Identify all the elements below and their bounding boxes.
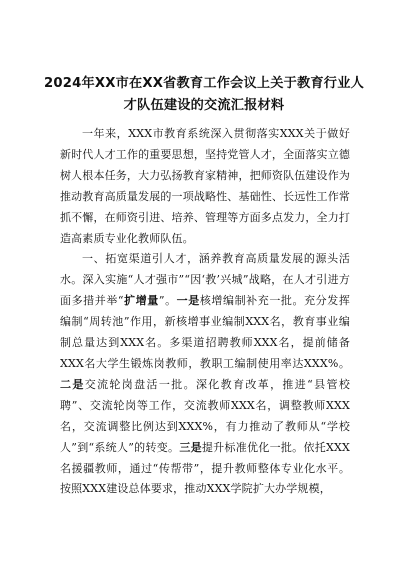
intro-paragraph: 一年来，XXX市教育系统深入贯彻落实XXX关于做好新时代人才工作的重要思想，坚持党管人才，全面落实立德树人根本任务，大力弘扬教育家精神，把师资队伍建设作为推动教育高质量发展的一项战略性、基础性、长远性工作常抓不懈，在师资引进、培养、管理等方面多点发力，全力打造高素质专业化教师队伍。: [60, 127, 350, 245]
document-body: [60, 124, 350, 500]
point-1-text: 充分发挥编制“周转池”作用，新核增事业编制XXX名，教育事业编制总量达到XXX名。多渠道招聘教师XXX名，提前储备XXX名大学生锻炼岗教师，教职工编制使用率达XXX%。: [60, 294, 350, 370]
section-1-intro-text: 一、拓宽渠道引人才，涵养教育高质量发展的源头活水。深入实施“人才强市”“因‘教’兴城”战略，在人才引进方面多措并举“: [60, 252, 350, 308]
point-2-heading: 交流轮岗盘活一批。: [84, 377, 196, 391]
point-3-lead: 三是: [179, 440, 202, 454]
point-3-heading: 提升标准优化一批。: [201, 440, 304, 454]
point-1-heading: 核增编制补充一批。: [199, 294, 305, 308]
point-3-text: 依托XXX名援疆教师，通过“传帮带”，提升教师整体专业化水平。按照XXX建设总体要求，推动XXX学院扩大办学规模，: [60, 440, 350, 496]
section-1-text-2: ”。: [158, 294, 177, 308]
section-1-paragraph: [60, 249, 350, 500]
point-2-text: 深化教育改革，推进“县管校聘”、交流轮岗等工作，交流教师XXX名，调整教师XXX名，交流调整比例达到XXX%，有力推动了教师从“学校人”到“系统人”的转变。: [60, 377, 350, 454]
point-2-lead: 二是: [60, 377, 85, 391]
emphasis-expand-increment: 扩增量: [123, 294, 159, 308]
point-1-lead: 一是: [176, 294, 200, 308]
document-title: 2024年XX市在XX省教育工作会议上关于教育行业人才队伍建设的交流汇报材料: [44, 76, 364, 113]
